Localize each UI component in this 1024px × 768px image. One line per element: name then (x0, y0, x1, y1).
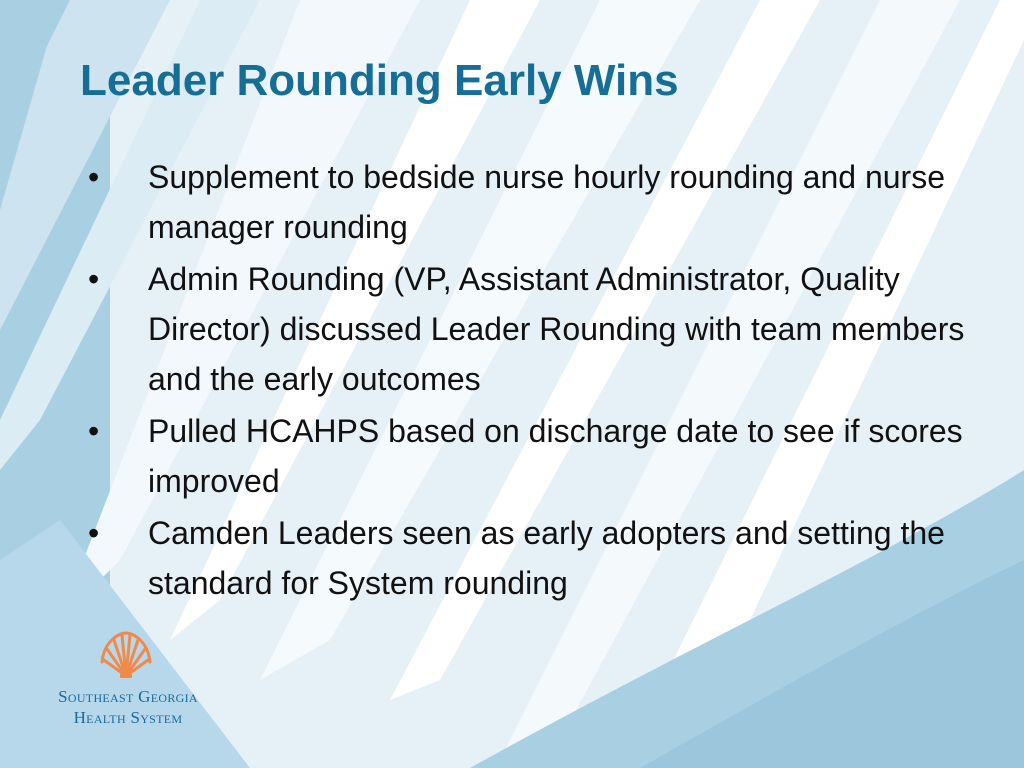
bullet-text: Admin Rounding (VP, Assistant Administrator, Quality Director) discussed Leader Rounding with team members and the early outcomes (148, 261, 965, 397)
bullet-marker: • (88, 261, 100, 297)
logo-line-1: Southeast Georgia (58, 687, 198, 706)
bullet-text: Pulled HCAHPS based on discharge date to see if scores improved (148, 413, 963, 499)
shell-icon (96, 630, 156, 680)
slide-title: Leader Rounding Early Wins (80, 56, 679, 105)
bullet-item (82, 406, 982, 506)
bullet-text: Camden Leaders seen as early adopters and setting the standard for System rounding (148, 515, 945, 601)
logo-wordmark (38, 686, 218, 728)
bullet-text: Supplement to bedside nurse hourly rounding and nurse manager rounding (148, 159, 945, 245)
bullet-item (82, 254, 982, 404)
bullet-item (82, 152, 982, 252)
bullet-item (82, 508, 982, 608)
bullet-marker: • (88, 413, 100, 449)
bullet-marker: • (88, 515, 100, 551)
bullet-marker: • (88, 159, 100, 195)
company-logo (38, 630, 218, 730)
bullet-list (82, 152, 982, 610)
logo-line-2: Health System (73, 708, 183, 727)
